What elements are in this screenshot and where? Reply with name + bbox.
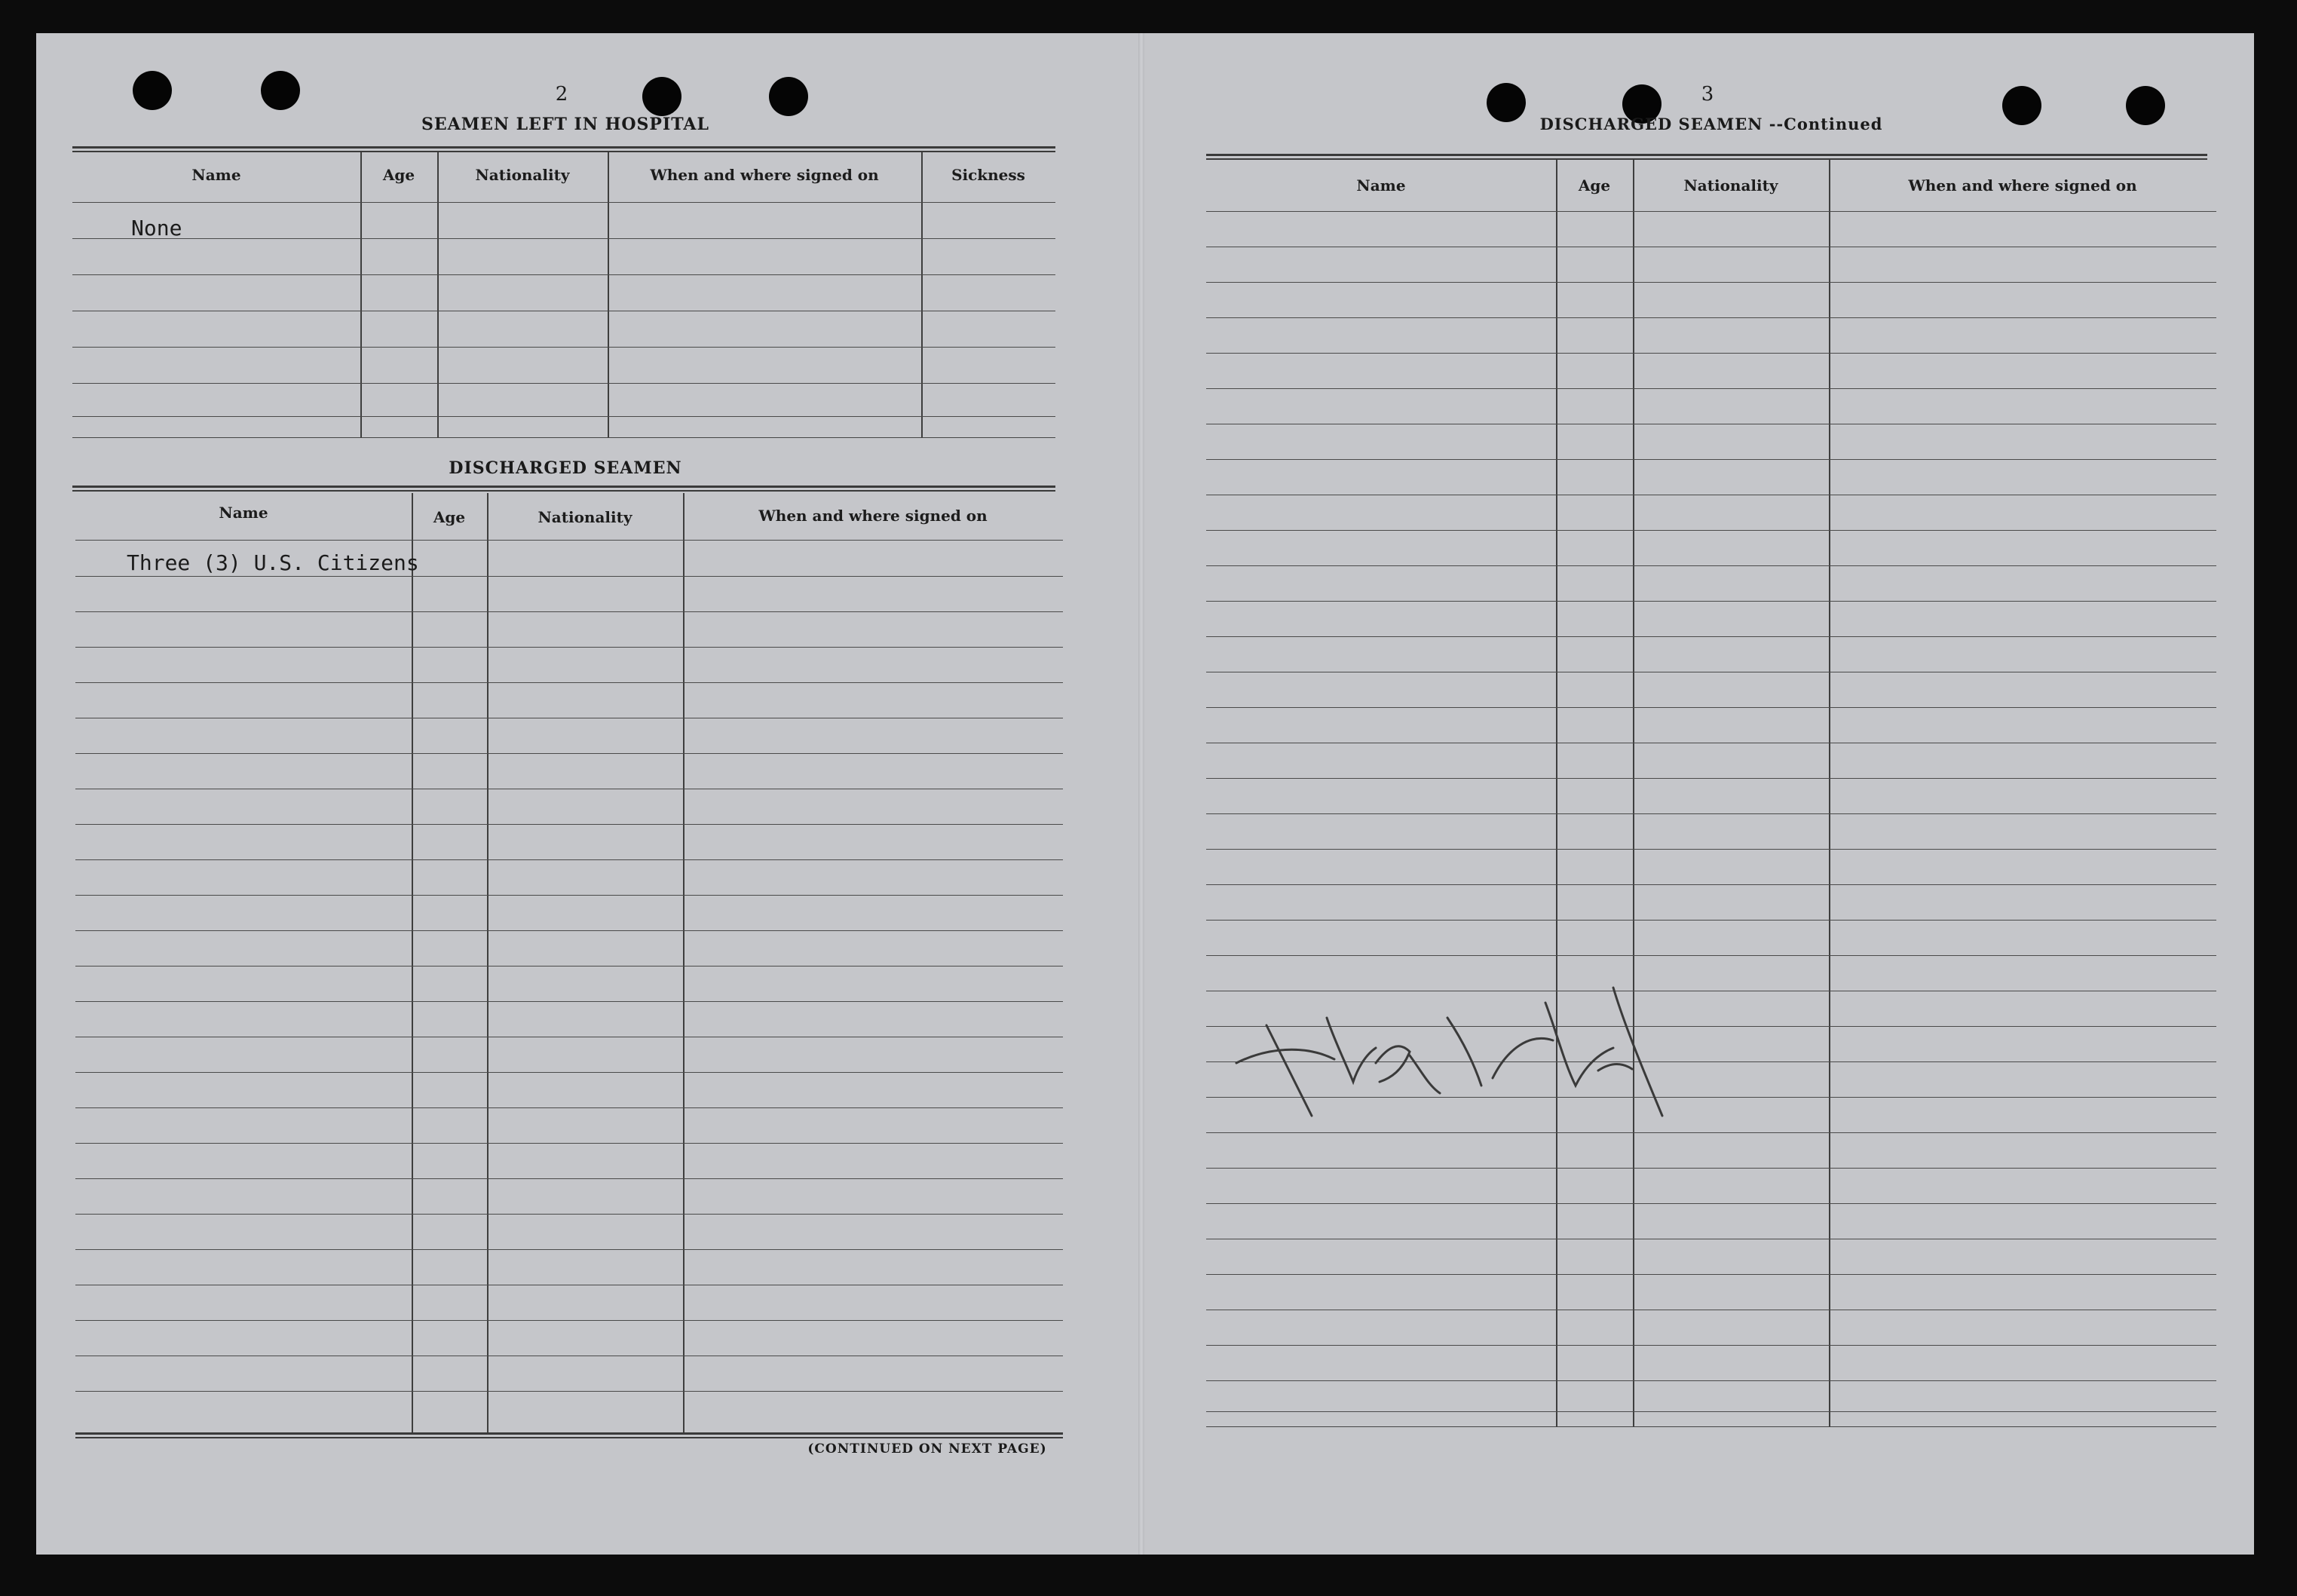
table-rule <box>1206 601 2216 602</box>
table-rule <box>72 383 1055 384</box>
bottom-rule <box>75 1432 1063 1438</box>
table-rule <box>75 1001 1063 1002</box>
table-rule <box>75 576 1063 577</box>
table-rule <box>1206 1411 2216 1412</box>
table-rule <box>75 611 1063 612</box>
table-rule <box>1206 353 2216 354</box>
page-number-right: 3 <box>1701 83 1714 106</box>
column-header: Name <box>219 504 268 522</box>
table-rule <box>75 1143 1063 1144</box>
table-rule <box>72 238 1055 239</box>
table-rule <box>1206 1380 2216 1381</box>
column-divider <box>608 152 609 437</box>
table-rule <box>72 347 1055 348</box>
discharged-entry: Three (3) U.S. Citizens <box>127 550 419 575</box>
column-divider <box>487 493 488 1432</box>
header-rule <box>72 486 1055 492</box>
column-header: Name <box>1356 176 1406 195</box>
hospital-entry: None <box>131 216 182 240</box>
column-divider <box>1829 160 1830 1426</box>
table-rule <box>1206 884 2216 885</box>
table-rule <box>1206 707 2216 708</box>
table-rule <box>1206 1203 2216 1204</box>
table-rule <box>75 1178 1063 1179</box>
table-rule <box>75 1391 1063 1392</box>
table-rule <box>75 682 1063 683</box>
table-rule <box>1206 1345 2216 1346</box>
table-rule <box>1206 388 2216 389</box>
table-rule <box>1206 778 2216 779</box>
column-header: When and where signed on <box>650 166 879 184</box>
column-header: Age <box>433 508 466 526</box>
continued-note: (CONTINUED ON NEXT PAGE) <box>807 1441 1047 1457</box>
table-rule <box>1206 813 2216 814</box>
hospital-table <box>72 152 1055 438</box>
table-rule <box>1206 920 2216 921</box>
column-divider <box>921 152 923 437</box>
column-divider <box>683 493 685 1432</box>
punch-hole <box>133 71 172 110</box>
column-divider <box>360 152 362 437</box>
column-header: Name <box>191 166 241 184</box>
table-rule <box>1206 530 2216 531</box>
center-fold <box>1138 33 1144 1555</box>
table-rule <box>75 1320 1063 1321</box>
column-header: Age <box>382 166 415 184</box>
hospital-section-title: SEAMEN LEFT IN HOSPITAL <box>421 115 709 134</box>
header-rule <box>72 146 1055 152</box>
table-rule <box>1206 1274 2216 1275</box>
page-number-left: 2 <box>555 83 568 106</box>
table-rule <box>1206 955 2216 956</box>
table-rule <box>1206 211 2216 212</box>
table-rule <box>75 753 1063 754</box>
column-header: Nationality <box>475 166 570 184</box>
discharged-section-title: DISCHARGED SEAMEN <box>449 458 682 478</box>
table-rule <box>72 416 1055 417</box>
column-divider <box>1556 160 1557 1426</box>
column-header: When and where signed on <box>758 507 988 525</box>
table-rule <box>72 274 1055 275</box>
table-rule <box>75 647 1063 648</box>
table-rule <box>72 202 1055 203</box>
table-rule <box>1206 849 2216 850</box>
column-divider <box>412 493 413 1432</box>
table-rule <box>75 540 1063 541</box>
column-header: Age <box>1578 176 1611 195</box>
column-divider <box>437 152 439 437</box>
continued-section-title: DISCHARGED SEAMEN --Continued <box>1539 115 1883 133</box>
punch-hole <box>642 77 681 116</box>
table-rule <box>1206 317 2216 318</box>
table-rule <box>75 859 1063 860</box>
column-header: Sickness <box>951 166 1025 184</box>
discharged-table <box>75 493 1063 1433</box>
punch-hole <box>2126 86 2165 125</box>
header-rule <box>1206 154 2207 160</box>
column-header: Nationality <box>1683 176 1778 195</box>
table-rule <box>1206 1168 2216 1169</box>
table-rule <box>75 1249 1063 1250</box>
table-rule <box>75 895 1063 896</box>
table-rule <box>1206 459 2216 460</box>
handwritten-signature <box>1221 973 1674 1146</box>
table-rule <box>1206 565 2216 566</box>
punch-hole <box>261 71 300 110</box>
table-rule <box>75 1214 1063 1215</box>
column-header: Nationality <box>537 508 632 526</box>
table-rule <box>75 824 1063 825</box>
column-header: When and where signed on <box>1908 176 2137 195</box>
table-rule <box>1206 636 2216 637</box>
table-rule <box>75 1107 1063 1108</box>
continued-table <box>1206 160 2216 1427</box>
table-rule <box>1206 282 2216 283</box>
table-rule <box>75 1072 1063 1073</box>
column-divider <box>1633 160 1634 1426</box>
punch-hole <box>769 77 808 116</box>
table-rule <box>75 930 1063 931</box>
punch-hole <box>2002 86 2041 125</box>
